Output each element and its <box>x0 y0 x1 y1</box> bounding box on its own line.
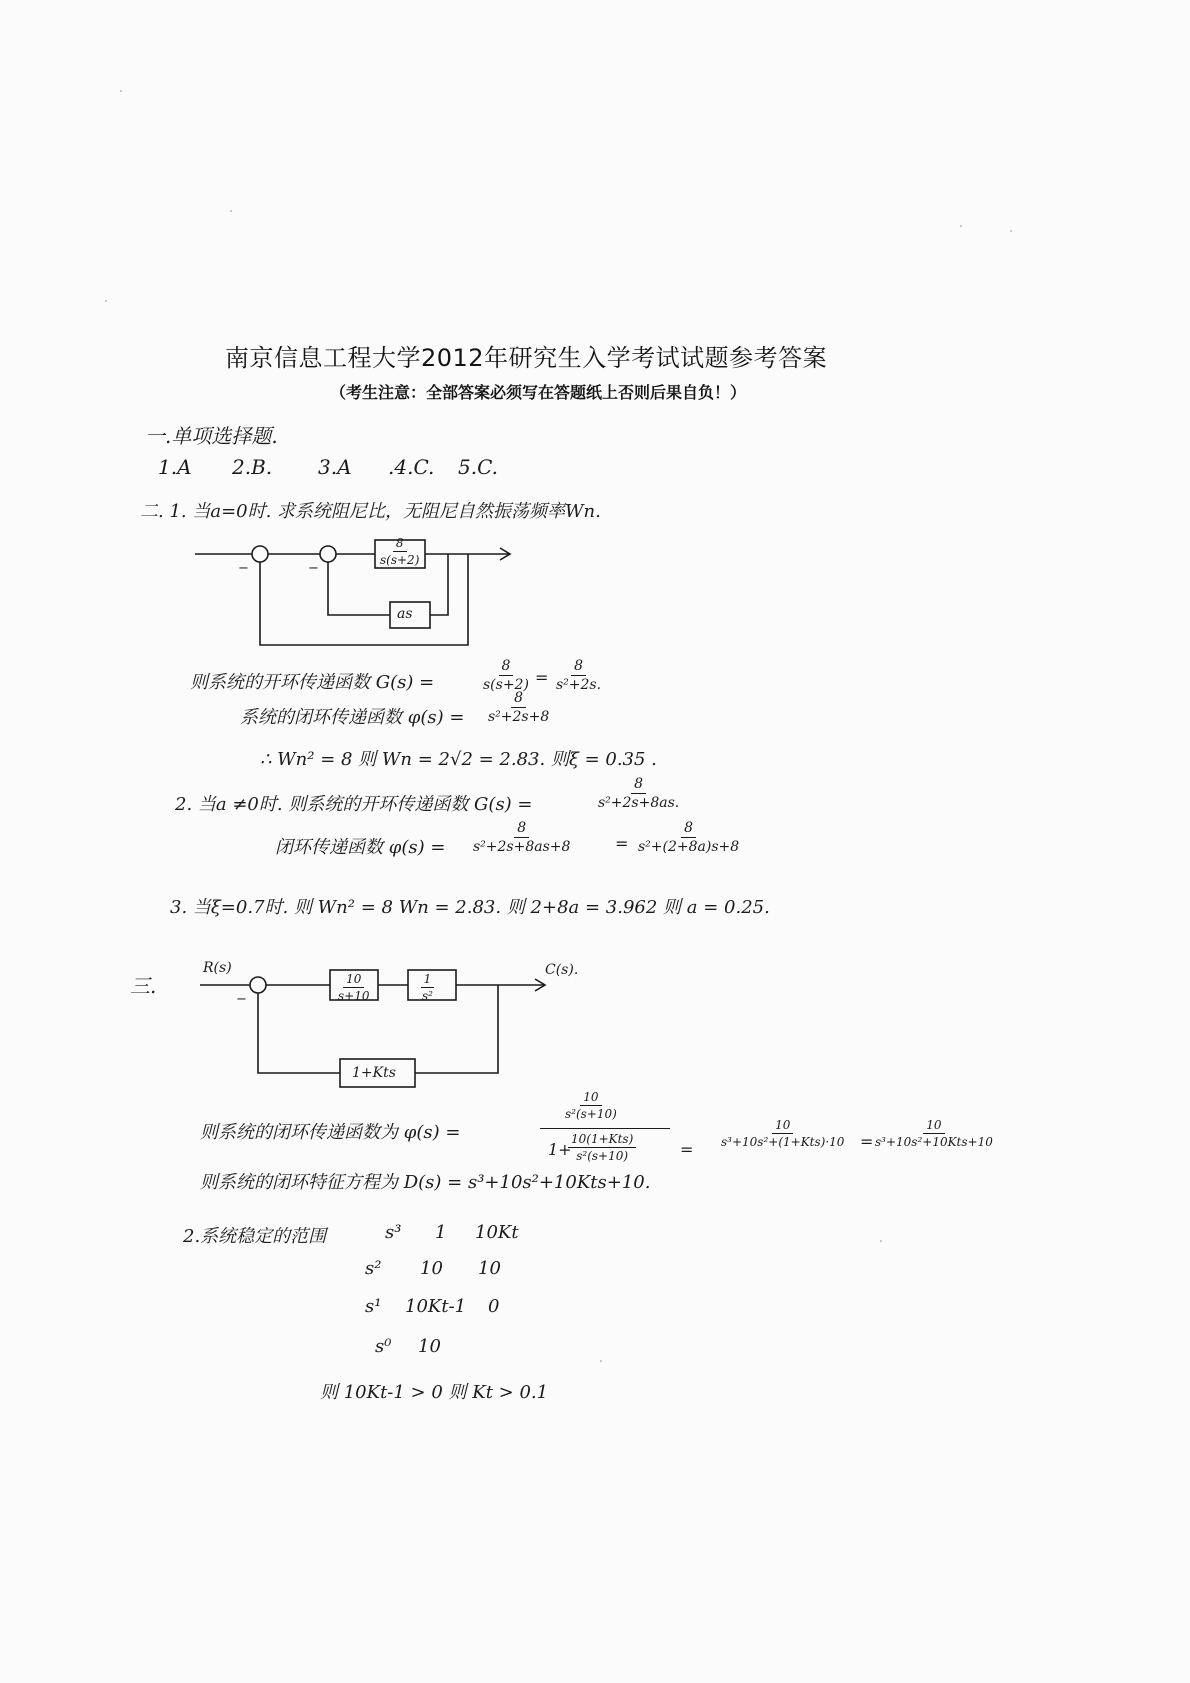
block2-tf <box>419 972 436 1003</box>
fraction-num: 8 <box>631 776 646 794</box>
equals-sign: = <box>615 834 629 853</box>
section3-label: 三. <box>130 974 157 998</box>
routh-row-s1-label: s¹ <box>365 1296 382 1317</box>
inner-feedback-path <box>328 562 390 615</box>
scan-speck <box>880 1240 882 1242</box>
q2-closed-fraction-2 <box>635 820 742 855</box>
fraction-num: 10 <box>580 1090 601 1106</box>
stability-label: 2.系统稳定的范围 <box>183 1226 327 1247</box>
scan-speck <box>105 300 107 302</box>
routh-row-s2-c1: 10 <box>420 1258 443 1279</box>
closed-loop-label: 系统的闭环传递函数 φ(s) = <box>240 707 465 728</box>
fraction-num: 1 <box>421 972 435 988</box>
routh-row-s3-label: s³ <box>385 1222 402 1243</box>
s3-result-fraction-1 <box>718 1118 847 1149</box>
stability-conclusion: 则 10Kt-1 > 0 则 Kt > 0.1 <box>320 1382 549 1403</box>
fraction-num: 8 <box>499 658 514 676</box>
s3-closed-label: 则系统的闭环传递函数为 φ(s) = <box>200 1122 461 1143</box>
fraction-num: 10 <box>923 1118 944 1134</box>
minus-sign: − <box>236 992 247 1007</box>
fraction-den: s²(s+10) <box>565 1107 617 1121</box>
open-loop-fraction-2 <box>553 658 604 693</box>
forward-den: s(s+2) <box>380 553 420 567</box>
equals-sign: = <box>535 668 549 687</box>
block1-tf <box>335 972 372 1003</box>
fraction-den: s²+(2+8a)s+8 <box>638 839 740 855</box>
routh-row-s2-label: s² <box>365 1258 382 1279</box>
main-fraction-bar <box>540 1128 670 1129</box>
fraction-num: 8 <box>681 820 696 838</box>
fraction-den: s²+2s+8as+8 <box>473 839 571 855</box>
s3-den-fraction <box>568 1132 636 1163</box>
output-label-c: C(s). <box>545 962 579 978</box>
q2-closed-label: 闭环传递函数 φ(s) = <box>275 837 446 858</box>
fraction-den: s² <box>422 989 433 1003</box>
forward-block-tf <box>377 536 422 567</box>
fraction-den: s+10 <box>338 989 370 1003</box>
q2-3-line: 3. 当ξ=0.7时. 则 Wn² = 8 Wn = 2.83. 则 2+8a = 3.962 则 a = 0.25. <box>170 897 770 918</box>
answer-1: 1.A <box>158 455 192 479</box>
section1-heading: 一.单项选择题. <box>145 424 278 448</box>
q2-1-prompt: 二. 1. 当a=0时. 求系统阻尼比，无阻尼自然振荡频率Wn. <box>140 501 601 522</box>
routh-row-s3-c2: 10Kt <box>475 1222 519 1243</box>
open-loop-fraction-1 <box>480 658 532 693</box>
fraction-num: 8 <box>511 690 526 708</box>
scan-speck <box>230 210 232 212</box>
fraction-den: s²(s+10) <box>576 1149 629 1163</box>
routh-row-s0-c1: 10 <box>418 1336 441 1357</box>
input-label-r: R(s) <box>203 960 232 976</box>
answer-4: .4.C. <box>388 455 435 479</box>
answer-2: 2.B. <box>232 455 273 479</box>
scan-speck <box>1010 230 1012 232</box>
routh-row-s1-c2: 0 <box>488 1296 500 1317</box>
exam-notice: （考生注意：全部答案必须写在答题纸上否则后果自负！） <box>330 383 747 402</box>
fraction-den: s(s+2) <box>483 677 529 693</box>
open-loop-label: 则系统的开环传递函数 G(s) = <box>190 672 435 693</box>
routh-row-s0-label: s⁰ <box>375 1336 392 1357</box>
scan-speck <box>960 225 962 227</box>
scan-speck <box>120 90 122 92</box>
characteristic-equation: 则系统的闭环特征方程为 D(s) = s³+10s²+10Kts+10. <box>200 1172 651 1193</box>
scan-speck <box>600 1360 602 1362</box>
fraction-num: 10 <box>343 972 364 988</box>
s3-den-prefix: 1+ <box>548 1140 572 1159</box>
feedback-block-label: as <box>397 606 413 622</box>
fraction-num: 10 <box>772 1118 793 1134</box>
q2-2-label: 2. 当a ≠0时. 则系统的开环传递函数 G(s) = <box>175 794 533 815</box>
forward-num: 8 <box>393 536 407 552</box>
fraction-den: s²+2s+8 <box>488 709 550 725</box>
fraction-den: s³+10s²+10Kts+10 <box>875 1135 993 1149</box>
minus-sign: − <box>308 561 319 576</box>
block-diagram-2 <box>200 965 560 1080</box>
s3-result-fraction-2 <box>872 1118 996 1149</box>
wn-result-line: ∴ Wn² = 8 则 Wn = 2√2 = 2.83. 则ξ = 0.35 . <box>260 749 657 770</box>
equals-sign: = <box>680 1140 694 1159</box>
routh-row-s2-c2: 10 <box>478 1258 501 1279</box>
closed-loop-fraction <box>485 690 552 725</box>
answer-5: 5.C. <box>458 455 499 479</box>
minus-sign: − <box>238 561 249 576</box>
inner-feedback-path <box>430 554 448 615</box>
routh-row-s3-c1: 1 <box>435 1222 447 1243</box>
summing-junction <box>250 977 266 993</box>
block-diagram-1 <box>190 530 520 650</box>
equals-sign: = <box>860 1132 874 1151</box>
fraction-den: s³+10s²+(1+Kts)·10 <box>721 1135 845 1149</box>
fraction-num: 8 <box>571 658 586 676</box>
fraction-den: s²+2s. <box>556 677 602 693</box>
feedback-block-label: 1+Kts <box>352 1065 396 1081</box>
page-title: 南京信息工程大学2012年研究生入学考试试题参考答案 <box>225 344 828 372</box>
fraction-den: s²+2s+8as. <box>598 795 680 811</box>
q2-closed-fraction <box>470 820 573 855</box>
q2-open-fraction <box>595 776 682 811</box>
outer-feedback-path <box>260 554 468 645</box>
fraction-num: 8 <box>514 820 529 838</box>
routh-row-s1-c1: 10Kt-1 <box>405 1296 467 1317</box>
summing-junction-2 <box>320 546 336 562</box>
feedback-path <box>258 993 340 1073</box>
s3-inner-fraction <box>562 1090 620 1121</box>
fraction-num: 10(1+Kts) <box>568 1132 636 1148</box>
summing-junction-1 <box>252 546 268 562</box>
answer-3: 3.A <box>318 455 352 479</box>
